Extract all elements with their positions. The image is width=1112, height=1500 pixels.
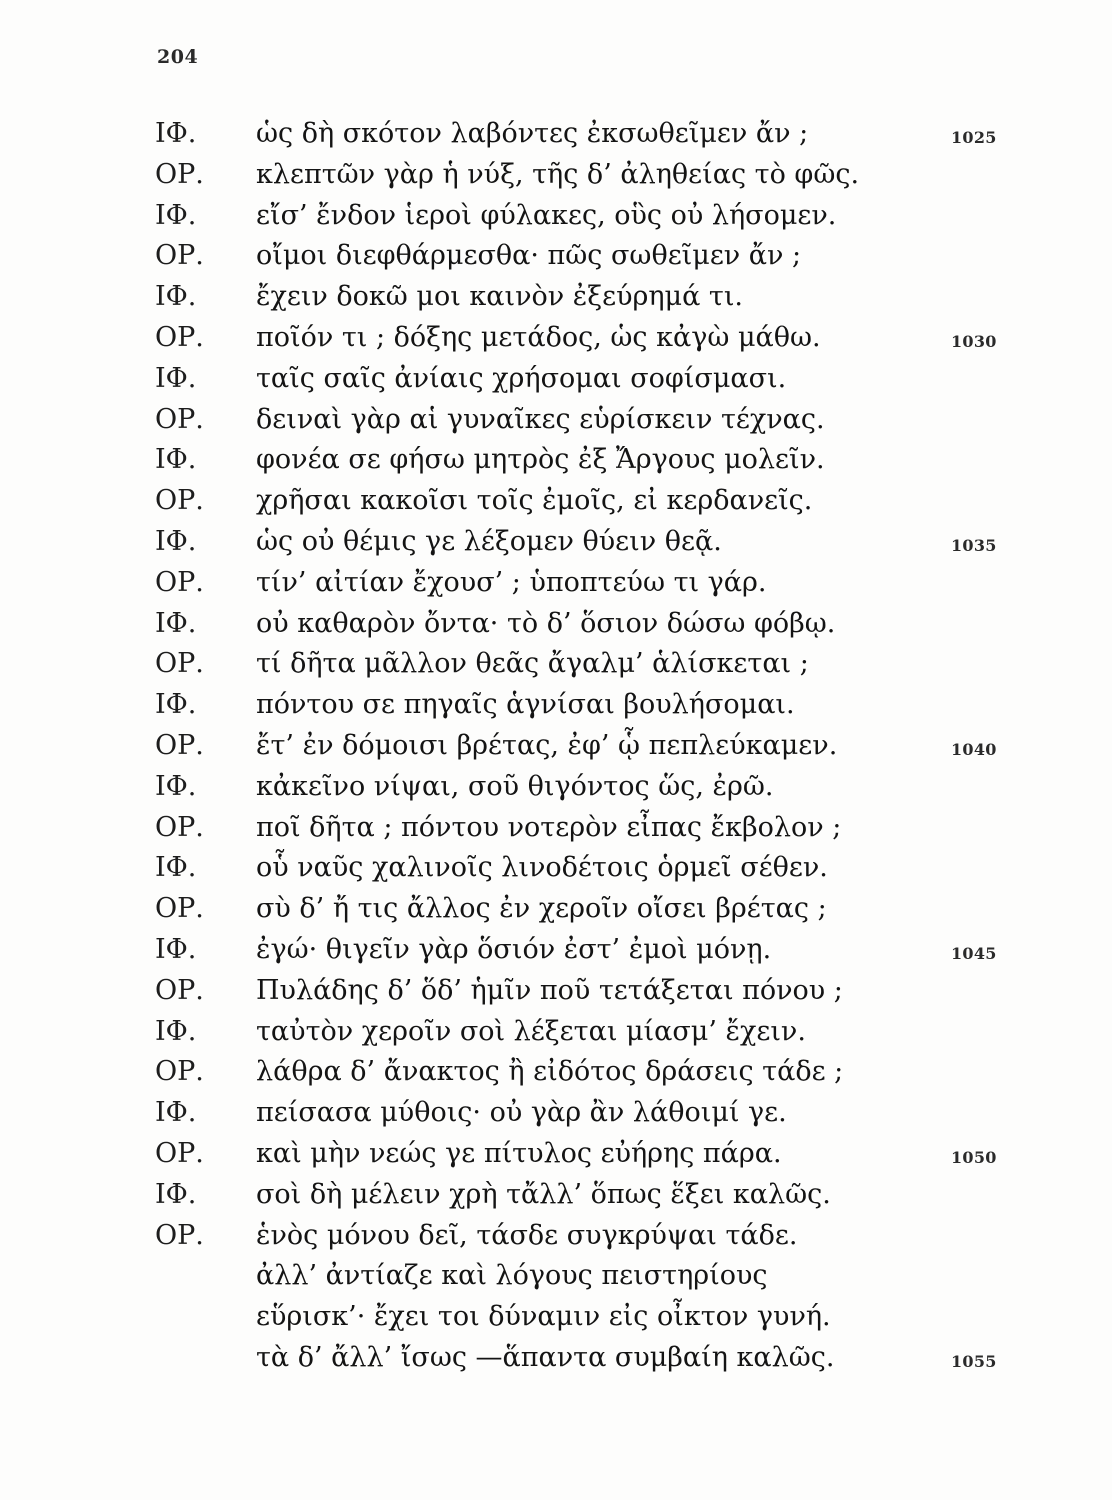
verse-line (0, 276, 1112, 317)
verse-line (0, 603, 1112, 644)
speaker-label: ΟΡ. (155, 811, 204, 843)
verse-line (0, 235, 1112, 276)
verse-text: κλεπτῶν γὰρ ἡ νύξ, τῆς δ’ ἀληθείας τὸ φῶς. (256, 158, 860, 190)
verse-line (0, 725, 1112, 766)
speaker-label: ΙΦ. (155, 689, 197, 721)
verse-text: οἴμοι διεφθάρμεσθα· πῶς σωθεῖμεν ἄν ; (256, 240, 802, 272)
verse-text: εὕρισκ’· ἔχει τοι δύναμιν εἰς οἶκτον γυνή. (256, 1301, 831, 1333)
verse-text: ποῖόν τι ; δόξης μετάδος, ὡς κἀγὼ μάθω. (256, 321, 821, 353)
verse-text: τὰ δ’ ἄλλ’ ἴσως —ἅπαντα συμβαίη καλῶς. (256, 1341, 835, 1373)
verse-line (0, 1296, 1112, 1337)
line-number: 1025 (951, 128, 997, 147)
verse-line (0, 562, 1112, 603)
verse-text: ἔτ’ ἐν δόμοισι βρέτας, ἐφ’ ᾧ πεπλεύκαμεν. (256, 729, 838, 761)
verse-text: ἔχειν δοκῶ μοι καινὸν ἐξεύρημά τι. (256, 281, 744, 313)
verse-text: εἴσ’ ἔνδον ἱεροὶ φύλακες, οὓς οὐ λήσομεν. (256, 199, 837, 231)
page-number: 204 (157, 46, 199, 68)
verse-line (0, 1133, 1112, 1174)
verse-line (0, 317, 1112, 358)
verse-text: ὡς οὐ θέμις γε λέξομεν θύειν θεᾷ. (256, 525, 722, 557)
line-number: 1050 (951, 1147, 997, 1167)
verse-line (0, 1337, 1112, 1378)
verse-line (0, 1255, 1112, 1296)
verse-text: φονέα σε φήσω μητρὸς ἐξ Ἄργους μολεῖν. (256, 444, 825, 476)
verse-line (0, 399, 1112, 440)
verse-line (0, 847, 1112, 888)
speaker-label: ΟΡ. (155, 158, 204, 190)
verse-line (0, 1215, 1112, 1256)
speaker-label: ΟΡ. (155, 403, 204, 435)
line-number: 1040 (951, 739, 997, 759)
speaker-label: ΟΡ. (155, 729, 204, 761)
verse-text: οὐ καθαρὸν ὄντα· τὸ δ’ ὅσιον δώσω φόβῳ. (256, 607, 836, 639)
verse-line (0, 1092, 1112, 1133)
speaker-label: ΟΡ. (155, 893, 204, 925)
verse-line (0, 521, 1112, 562)
speaker-label: ΙΦ. (155, 444, 197, 476)
verse-line (0, 1174, 1112, 1215)
verse-text: ἀλλ’ ἀντίαζε καὶ λόγους πειστηρίους (256, 1260, 768, 1292)
verse-line (0, 888, 1112, 929)
verse-text: σοὶ δὴ μέλειν χρὴ τἄλλ’ ὅπως ἕξει καλῶς. (256, 1178, 831, 1210)
verse-text: λάθρα δ’ ἄνακτος ἢ εἰδότος δράσεις τάδε ; (256, 1056, 844, 1088)
speaker-label: ΙΦ. (155, 933, 197, 965)
verse-text: κἀκεῖνο νίψαι, σοῦ θιγόντος ὥς, ἐρῶ. (256, 770, 774, 802)
verse-line (0, 766, 1112, 807)
verse-line (0, 480, 1112, 521)
line-number: 1035 (951, 535, 997, 555)
verse-text: πόντου σε πηγαῖς ἁγνίσαι βουλήσομαι. (256, 689, 795, 721)
verse-line (0, 1011, 1112, 1052)
speaker-label: ΙΦ. (155, 199, 197, 231)
line-number: 1055 (951, 1351, 997, 1371)
verse-line (0, 970, 1112, 1011)
verse-text: χρῆσαι κακοῖσι τοῖς ἐμοῖς, εἰ κερδανεῖς. (256, 485, 813, 517)
verse-text: ἑνὸς μόνου δεῖ, τάσδε συγκρύψαι τάδε. (256, 1219, 798, 1251)
verse-line (0, 929, 1112, 970)
speaker-label: ΙΦ. (155, 770, 197, 802)
speaker-label: ΟΡ. (155, 1137, 204, 1169)
line-number: 1045 (951, 943, 997, 963)
verse-text: οὗ ναῦς χαλινοῖς λινοδέτοις ὁρμεῖ σέθεν. (256, 852, 828, 884)
verse-text: ταὐτὸν χεροῖν σοὶ λέξεται μίασμ’ ἔχειν. (256, 1015, 806, 1047)
verse-line (0, 113, 1112, 154)
speaker-label: ΙΦ. (155, 1097, 197, 1129)
verse-line (0, 439, 1112, 480)
speaker-label: ΟΡ. (155, 485, 204, 517)
verse-text: Πυλάδης δ’ ὅδ’ ἡμῖν ποῦ τετάξεται πόνου ; (256, 974, 843, 1006)
speaker-label: ΙΦ. (155, 1178, 197, 1210)
speaker-label: ΟΡ. (155, 648, 204, 680)
verse-text: ποῖ δῆτα ; πόντου νοτερὸν εἶπας ἔκβολον ; (256, 811, 842, 843)
speaker-label: ΙΦ. (155, 525, 197, 557)
speaker-label: ΙΦ. (155, 607, 197, 639)
verse-line (0, 807, 1112, 848)
speaker-label: ΟΡ. (155, 1219, 204, 1251)
verse-text: ὡς δὴ σκότον λαβόντες ἐκσωθεῖμεν ἄν ; (256, 118, 809, 149)
speaker-label: ΙΦ. (155, 118, 197, 149)
verse-text: σὺ δ’ ἤ τις ἄλλος ἐν χεροῖν οἴσει βρέτας ; (256, 893, 827, 925)
speaker-label: ΟΡ. (155, 974, 204, 1006)
verse-line (0, 154, 1112, 195)
verse-text: δειναὶ γὰρ αἱ γυναῖκες εὑρίσκειν τέχνας. (256, 403, 825, 435)
verse-block (0, 113, 1112, 1378)
speaker-label: ΙΦ. (155, 852, 197, 884)
verse-text: πείσασα μύθοις· οὐ γὰρ ἂν λάθοιμί γε. (256, 1097, 787, 1129)
verse-text: τίν’ αἰτίαν ἔχουσ’ ; ὑποπτεύω τι γάρ. (256, 566, 767, 598)
verse-line (0, 1051, 1112, 1092)
verse-line (0, 643, 1112, 684)
verse-text: καὶ μὴν νεώς γε πίτυλος εὐήρης πάρα. (256, 1137, 782, 1169)
verse-line (0, 684, 1112, 725)
verse-line (0, 195, 1112, 236)
speaker-label: ΟΡ. (155, 240, 204, 272)
verse-text: ἐγώ· θιγεῖν γὰρ ὅσιόν ἐστ’ ἐμοὶ μόνῃ. (256, 933, 772, 965)
speaker-label: ΙΦ. (155, 362, 197, 394)
line-number: 1030 (951, 331, 997, 351)
speaker-label: ΟΡ. (155, 321, 204, 353)
speaker-label: ΙΦ. (155, 281, 197, 313)
verse-line (0, 358, 1112, 399)
speaker-label: ΟΡ. (155, 566, 204, 598)
speaker-label: ΟΡ. (155, 1056, 204, 1088)
verse-text: ταῖς σαῖς ἀνίαις χρήσομαι σοφίσμασι. (256, 362, 787, 394)
speaker-label: ΙΦ. (155, 1015, 197, 1047)
verse-text: τί δῆτα μᾶλλον θεᾶς ἄγαλμ’ ἁλίσκεται ; (256, 648, 809, 680)
